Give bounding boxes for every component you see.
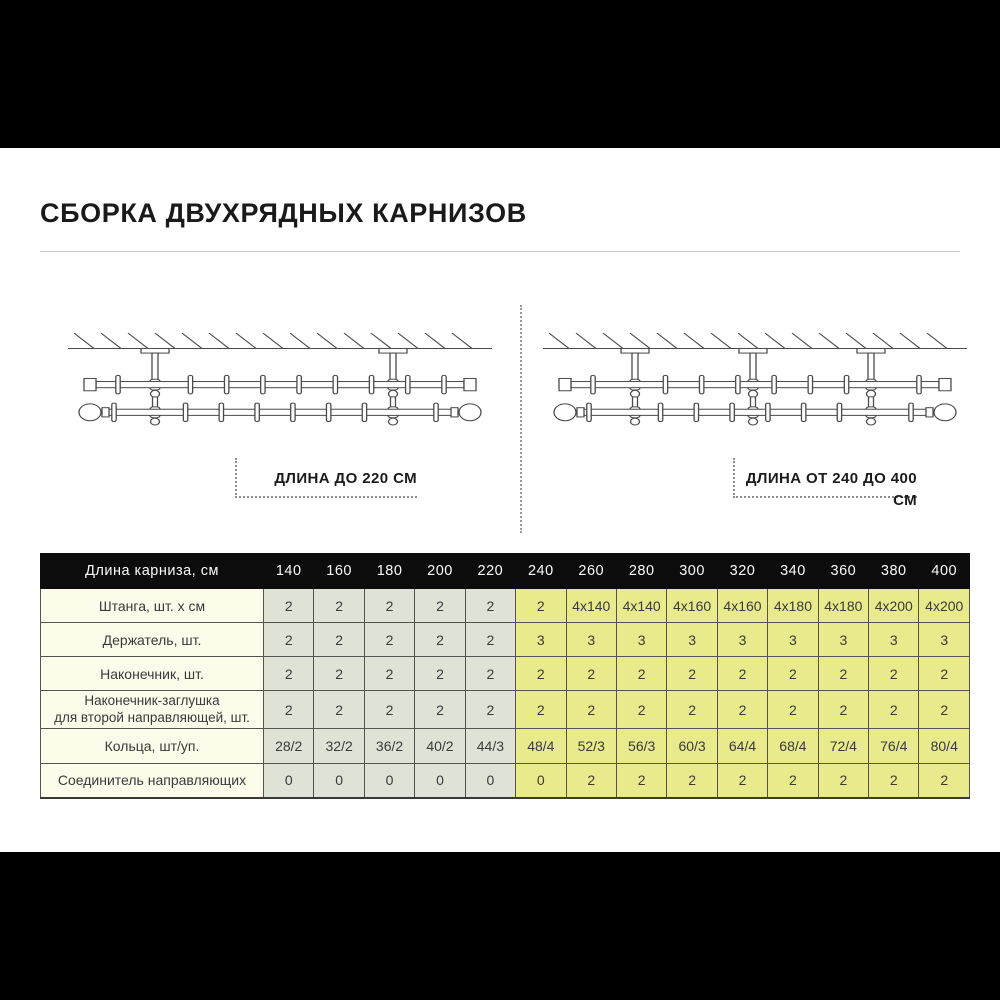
column-header-360: 360: [818, 554, 868, 589]
table-cell: 2: [415, 589, 465, 623]
table-header-row: [41, 554, 970, 589]
table-cell: 2: [919, 657, 970, 691]
row-label-line: для второй направляющей, шт.: [54, 709, 250, 725]
table-cell: 2: [869, 764, 919, 798]
table-cell: 2: [264, 657, 314, 691]
table-cell: 3: [768, 623, 818, 657]
table-row: [41, 764, 970, 798]
table-row: [41, 589, 970, 623]
table-cell: 3: [516, 623, 566, 657]
cornice-diagram-short-icon: [60, 330, 500, 430]
table-cell: 2: [869, 657, 919, 691]
table-cell: 2: [516, 589, 566, 623]
table-cell: 36/2: [364, 729, 414, 764]
table-cell: 2: [264, 589, 314, 623]
column-header-160: 160: [314, 554, 364, 589]
table-cell: 4x140: [566, 589, 616, 623]
table-cell: 2: [314, 657, 364, 691]
table-cell: 2: [364, 691, 414, 729]
table-cell: 3: [818, 623, 868, 657]
table-cell: 80/4: [919, 729, 970, 764]
table-cell: 2: [768, 657, 818, 691]
table-cell: 3: [717, 623, 767, 657]
row-label: Держатель, шт.: [41, 623, 264, 657]
column-header-320: 320: [717, 554, 767, 589]
table-cell: 3: [869, 623, 919, 657]
table-cell: 2: [314, 691, 364, 729]
row-label-line: Наконечник-заглушка: [84, 692, 220, 708]
table-cell: 2: [516, 691, 566, 729]
table-cell: 32/2: [314, 729, 364, 764]
table-cell: 2: [415, 657, 465, 691]
table-cell: 2: [667, 657, 717, 691]
title-divider: [40, 251, 960, 252]
table-cell: 0: [465, 764, 515, 798]
column-header-220: 220: [465, 554, 515, 589]
length-label-long: ДЛИНА ОТ 240 ДО 400 СМ: [745, 470, 917, 509]
table-cell: 2: [364, 623, 414, 657]
table-cell: 3: [616, 623, 666, 657]
letterbox-top: [0, 0, 1000, 148]
table-cell: 4x140: [616, 589, 666, 623]
column-header-240: 240: [516, 554, 566, 589]
table-cell: 2: [768, 764, 818, 798]
table-cell: 2: [314, 623, 364, 657]
table-cell: 0: [415, 764, 465, 798]
table-cell: 4x180: [818, 589, 868, 623]
table-row: [41, 657, 970, 691]
table-row: [41, 729, 970, 764]
table-cell: 2: [616, 691, 666, 729]
table-cell: 40/2: [415, 729, 465, 764]
table-cell: 76/4: [869, 729, 919, 764]
table-cell: 2: [465, 691, 515, 729]
table-row: [41, 691, 970, 729]
column-header-300: 300: [667, 554, 717, 589]
table-cell: 2: [818, 691, 868, 729]
table-cell: 2: [314, 589, 364, 623]
table-cell: 2: [264, 691, 314, 729]
infographic-sheet: [0, 148, 1000, 852]
table-cell: 3: [919, 623, 970, 657]
column-header-400: 400: [919, 554, 970, 589]
table-row: [41, 623, 970, 657]
table-cell: 64/4: [717, 729, 767, 764]
table-cell: 2: [919, 691, 970, 729]
table-cell: 2: [818, 657, 868, 691]
table-cell: 2: [415, 623, 465, 657]
column-header-340: 340: [768, 554, 818, 589]
table-cell: 2: [667, 691, 717, 729]
table-cell: 4x180: [768, 589, 818, 623]
row-label: Штанга, шт. х см: [41, 589, 264, 623]
row-label: [41, 691, 264, 729]
table-cell: 4x160: [717, 589, 767, 623]
table-cell: 4x200: [869, 589, 919, 623]
table-cell: 0: [364, 764, 414, 798]
page-title: СБОРКА ДВУХРЯДНЫХ КАРНИЗОВ: [40, 198, 527, 228]
table-cell: 2: [869, 691, 919, 729]
table-cell: 2: [768, 691, 818, 729]
table-cell: 28/2: [264, 729, 314, 764]
table-cell: 2: [566, 764, 616, 798]
table-cell: 4x200: [919, 589, 970, 623]
column-header-200: 200: [415, 554, 465, 589]
letterbox-bottom: [0, 852, 1000, 1000]
column-header-280: 280: [616, 554, 666, 589]
table-cell: 48/4: [516, 729, 566, 764]
table-cell: 0: [516, 764, 566, 798]
table-cell: 2: [616, 764, 666, 798]
table-cell: 2: [364, 657, 414, 691]
table-cell: 2: [717, 691, 767, 729]
table-cell: 2: [566, 691, 616, 729]
table-cell: 2: [465, 623, 515, 657]
table-cell: 0: [264, 764, 314, 798]
assembly-spec-table: [40, 553, 970, 799]
table-cell: 2: [516, 657, 566, 691]
row-label: Соединитель направляющих: [41, 764, 264, 798]
table-cell: 60/3: [667, 729, 717, 764]
table-cell: 72/4: [818, 729, 868, 764]
row-label: Кольца, шт/уп.: [41, 729, 264, 764]
table-cell: 56/3: [616, 729, 666, 764]
table-cell: 2: [919, 764, 970, 798]
table-cell: 52/3: [566, 729, 616, 764]
table-corner-header: Длина карниза, см: [41, 554, 264, 589]
table-cell: 2: [465, 657, 515, 691]
table-cell: 44/3: [465, 729, 515, 764]
table-cell: 4x160: [667, 589, 717, 623]
dotted-section-divider: [520, 305, 522, 533]
table-cell: 2: [616, 657, 666, 691]
table-cell: 3: [667, 623, 717, 657]
table-cell: 68/4: [768, 729, 818, 764]
dimension-line-right: [733, 496, 917, 498]
table-cell: 2: [465, 589, 515, 623]
length-label-short: ДЛИНА ДО 220 СМ: [274, 470, 417, 487]
table-cell: 2: [415, 691, 465, 729]
cornice-diagram-long-icon: [535, 330, 975, 430]
table-cell: 2: [717, 764, 767, 798]
column-header-380: 380: [869, 554, 919, 589]
row-label: Наконечник, шт.: [41, 657, 264, 691]
table-cell: 3: [566, 623, 616, 657]
table-cell: 2: [566, 657, 616, 691]
table-cell: 2: [818, 764, 868, 798]
table-cell: 2: [717, 657, 767, 691]
column-header-180: 180: [364, 554, 414, 589]
table-cell: 2: [364, 589, 414, 623]
dimension-line-left: [235, 496, 417, 498]
column-header-140: 140: [264, 554, 314, 589]
table-cell: 2: [667, 764, 717, 798]
table-cell: 2: [264, 623, 314, 657]
column-header-260: 260: [566, 554, 616, 589]
table-cell: 0: [314, 764, 364, 798]
